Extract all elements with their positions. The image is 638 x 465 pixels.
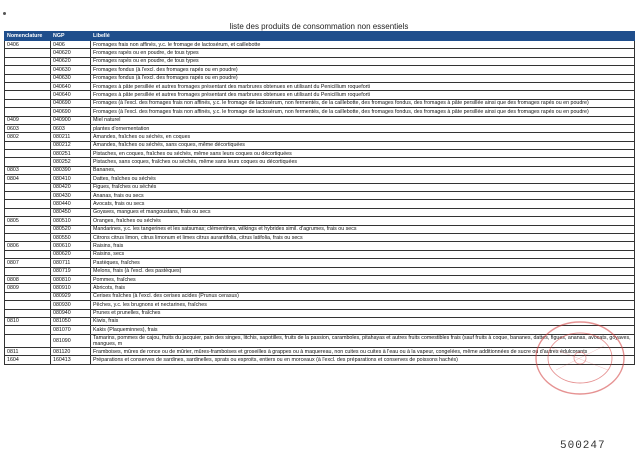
libelle-cell: Dattes, fraîches ou séchés [91, 175, 635, 183]
nomenclature-cell: 1604 [5, 356, 51, 364]
table-row [5, 242, 635, 250]
ngp-cell: 081090 [51, 334, 91, 347]
libelle-cell: Figues, fraîches ou séchés [91, 183, 635, 191]
libelle-cell: Miel naturel [91, 116, 635, 124]
nomenclature-cell: 0811 [5, 348, 51, 356]
ngp-cell: 080810 [51, 275, 91, 283]
table-row [5, 91, 635, 99]
ngp-cell: 040620 [51, 57, 91, 65]
nomenclature-cell [5, 301, 51, 309]
nomenclature-cell: 0810 [5, 317, 51, 325]
table-row [5, 133, 635, 141]
libelle-cell: Pistaches, sans coques, fraîches ou séchés, même sans leurs coques ou décortiquées [91, 158, 635, 166]
table-row [5, 250, 635, 258]
nomenclature-cell [5, 57, 51, 65]
table-row [5, 66, 635, 74]
table-row [5, 74, 635, 82]
libelle-cell: Melons, frais (à l'excl. des pastèques) [91, 267, 635, 275]
libelle-cell: Amandes, fraîches ou séchés, sans coques, même décortiquées [91, 141, 635, 149]
nomenclature-cell [5, 200, 51, 208]
table-row [5, 141, 635, 149]
nomenclature-cell: 0808 [5, 275, 51, 283]
table-row [5, 259, 635, 267]
nomenclature-cell [5, 49, 51, 57]
nomenclature-cell [5, 91, 51, 99]
nomenclature-cell [5, 250, 51, 258]
table-row [5, 284, 635, 292]
official-stamp [532, 318, 628, 398]
nomenclature-cell: 0806 [5, 242, 51, 250]
ngp-cell: 080910 [51, 284, 91, 292]
ngp-cell: 040630 [51, 74, 91, 82]
nomenclature-cell: 0603 [5, 124, 51, 132]
ngp-cell: 080510 [51, 217, 91, 225]
nomenclature-cell [5, 233, 51, 241]
ngp-cell: 080550 [51, 233, 91, 241]
libelle-cell: Pêches, y.c. les brugnons et nectarines, fraîches [91, 301, 635, 309]
libelle-cell: Fromages fondus (à l'excl. des fromages rapés ou en poudre) [91, 66, 635, 74]
nomenclature-cell: 0409 [5, 116, 51, 124]
ngp-cell: 080212 [51, 141, 91, 149]
table-body [5, 41, 635, 365]
table-row [5, 301, 635, 309]
ngp-cell: 081050 [51, 317, 91, 325]
table-row [5, 183, 635, 191]
nomenclature-cell: 0805 [5, 217, 51, 225]
ngp-cell: 080610 [51, 242, 91, 250]
nomenclature-cell [5, 225, 51, 233]
ngp-cell: 080450 [51, 208, 91, 216]
ngp-cell: 040620 [51, 49, 91, 57]
document-number: 500247 [560, 440, 606, 452]
ngp-cell: 080929 [51, 292, 91, 300]
nomenclature-cell [5, 183, 51, 191]
libelle-cell: Raisins, secs [91, 250, 635, 258]
libelle-cell: Kiwis, frais [91, 317, 635, 325]
libelle-cell: Préparations et conserves de sardines, sardinelles, sprats ou esproits, entiers ou en morceaux (à l'excl. des préparations et conserves de poissons hachés) [91, 356, 635, 364]
table-row [5, 57, 635, 65]
libelle-cell: Tamarins, pommes de cajou, fruits du jacquier, pain des singes, litchis, sapotilles, fruits de la passion, caramboles, pitahayas et autres fruits comestibles frais (sauf fruits à coque, bananes, dattes, figues, ananas, avocats, goyaves, mangues, m [91, 334, 635, 347]
table-row [5, 267, 635, 275]
ngp-cell: 040690 [51, 99, 91, 107]
nomenclature-cell: 0804 [5, 175, 51, 183]
column-header-libelle: Libellé [91, 32, 635, 41]
ngp-cell: 080520 [51, 225, 91, 233]
table-row [5, 233, 635, 241]
libelle-cell: Avocats, frais ou secs [91, 200, 635, 208]
ngp-cell: 080251 [51, 150, 91, 158]
table-row [5, 175, 635, 183]
column-header-ngp: NGP [51, 32, 91, 41]
nomenclature-cell [5, 99, 51, 107]
table-row [5, 208, 635, 216]
ngp-cell: 080620 [51, 250, 91, 258]
nomenclature-cell [5, 334, 51, 347]
ngp-cell: 080252 [51, 158, 91, 166]
libelle-cell: Amandes, fraîches ou séchés, en coques [91, 133, 635, 141]
libelle-cell: Mandarines, y.c. les tangerines et les satsumas; clémentines, wilkings et hybrides simil. d'agrumes, frais ou secs [91, 225, 635, 233]
table-row [5, 200, 635, 208]
table-row [5, 225, 635, 233]
ngp-cell: 040630 [51, 66, 91, 74]
ngp-cell: 080440 [51, 200, 91, 208]
libelle-cell: Pistaches, en coques, fraîches ou séchés, même sans leurs coques ou décortiquées [91, 150, 635, 158]
libelle-cell: Citrons citrus limon, citrus limonum et limes citrus aurantifolia, citrus latifolia, frais ou secs [91, 233, 635, 241]
ngp-cell: 040900 [51, 116, 91, 124]
ngp-cell: 080930 [51, 301, 91, 309]
nomenclature-cell [5, 158, 51, 166]
nomenclature-cell [5, 267, 51, 275]
libelle-cell: Fromages (à l'excl. des fromages frais non affinés, y.c. le fromage de lactosérum, non fermentés, de la caillebotte, des fromages fondus, des fromages à pâte persillée ainsi que des fromages rapés ou en poudre) [91, 108, 635, 116]
nomenclature-cell [5, 150, 51, 158]
nomenclature-cell [5, 74, 51, 82]
table-row [5, 192, 635, 200]
libelle-cell: Kakis (Plaqueminnes), frais [91, 326, 635, 334]
ngp-cell: 080430 [51, 192, 91, 200]
table-row [5, 124, 635, 132]
table-header-row [5, 32, 635, 41]
nomenclature-cell [5, 208, 51, 216]
libelle-cell: Fromages fondus (à l'excl. des fromages rapés ou en poudre) [91, 74, 635, 82]
table-row [5, 275, 635, 283]
nomenclature-cell: 0406 [5, 41, 51, 49]
libelle-cell: Fromages à pâte persillée et autres fromages présentant des marbrures obtenues en utilisant du Penicillium roqueforti [91, 82, 635, 90]
table-row [5, 309, 635, 317]
ngp-cell: 040690 [51, 108, 91, 116]
ngp-cell: 081070 [51, 326, 91, 334]
table-row [5, 158, 635, 166]
ngp-cell: 080420 [51, 183, 91, 191]
nomenclature-cell [5, 66, 51, 74]
table-row [5, 99, 635, 107]
table-row [5, 116, 635, 124]
libelle-cell: Pommes, fraîches [91, 275, 635, 283]
libelle-cell: Fromages rapés ou en poudre, de tous types [91, 49, 635, 57]
libelle-cell: Prunes et prunelles, fraîches [91, 309, 635, 317]
ngp-cell: 080940 [51, 309, 91, 317]
libelle-cell: Bananes, [91, 166, 635, 174]
libelle-cell: Fromages (à l'excl. des fromages frais non affinés, y.c. le fromage de lactosérum, non fermentés, de la caillebotte, des fromages fondus, des fromages à pâte persillée ainsi que des fromages rapés ou en poudre) [91, 99, 635, 107]
nomenclature-cell: 0809 [5, 284, 51, 292]
ngp-cell: 080711 [51, 259, 91, 267]
libelle-cell: Oranges, fraîches ou séchés [91, 217, 635, 225]
libelle-cell: Pastèques, fraîches [91, 259, 635, 267]
libelle-cell: Cerises fraîches (à l'excl. des cerises acides (Prunus cerasus) [91, 292, 635, 300]
nomenclature-cell [5, 192, 51, 200]
libelle-cell: Fromages frais non affinés, y.c. le fromage de lactosérum, et caillebotte [91, 41, 635, 49]
ngp-cell: 081120 [51, 348, 91, 356]
nomenclature-cell [5, 326, 51, 334]
table-row [5, 82, 635, 90]
ngp-cell: 040640 [51, 82, 91, 90]
ngp-cell: 080211 [51, 133, 91, 141]
nomenclature-cell [5, 141, 51, 149]
libelle-cell: Raisins, frais [91, 242, 635, 250]
nomenclature-cell: 0803 [5, 166, 51, 174]
nomenclature-cell: 0802 [5, 133, 51, 141]
nomenclature-cell [5, 82, 51, 90]
products-table [4, 31, 635, 365]
ngp-cell: 0603 [51, 124, 91, 132]
table-row [5, 108, 635, 116]
libelle-cell: Fromages à pâte persillée et autres fromages présentant des marbrures obtenues en utilisant du Penicillium roqueforti [91, 91, 635, 99]
ngp-cell: 040640 [51, 91, 91, 99]
ngp-cell: 080410 [51, 175, 91, 183]
ngp-cell: 0406 [51, 41, 91, 49]
page-title: liste des produits de consommation non essentiels [229, 22, 409, 31]
libelle-cell: Ananas, frais ou secs [91, 192, 635, 200]
nomenclature-cell [5, 108, 51, 116]
libelle-cell: Goyaves, mangues et mangoustans, frais ou secs [91, 208, 635, 216]
nomenclature-cell: 0807 [5, 259, 51, 267]
libelle-cell: Framboises, mûres de ronce ou de mûrier, mûres-framboises et groseilles à grappes ou à maquereau, non cuites ou cuites à l'eau ou à la vapeur, congelées, même additionnées de sucre ou d'autres édulcorants [91, 348, 635, 356]
scan-speck [3, 12, 6, 15]
table-row [5, 217, 635, 225]
column-header-nomenclature: Nomenclature [5, 32, 51, 41]
table-row [5, 166, 635, 174]
ngp-cell: 160413 [51, 356, 91, 364]
libelle-cell: Abricots, frais [91, 284, 635, 292]
nomenclature-cell [5, 292, 51, 300]
ngp-cell: 080719 [51, 267, 91, 275]
libelle-cell: plantes d'ornementation [91, 124, 635, 132]
libelle-cell: Fromages rapés ou en poudre, de tous types [91, 57, 635, 65]
table-row [5, 41, 635, 49]
table-row [5, 49, 635, 57]
nomenclature-cell [5, 309, 51, 317]
ngp-cell: 080390 [51, 166, 91, 174]
table-row [5, 150, 635, 158]
table-row [5, 292, 635, 300]
